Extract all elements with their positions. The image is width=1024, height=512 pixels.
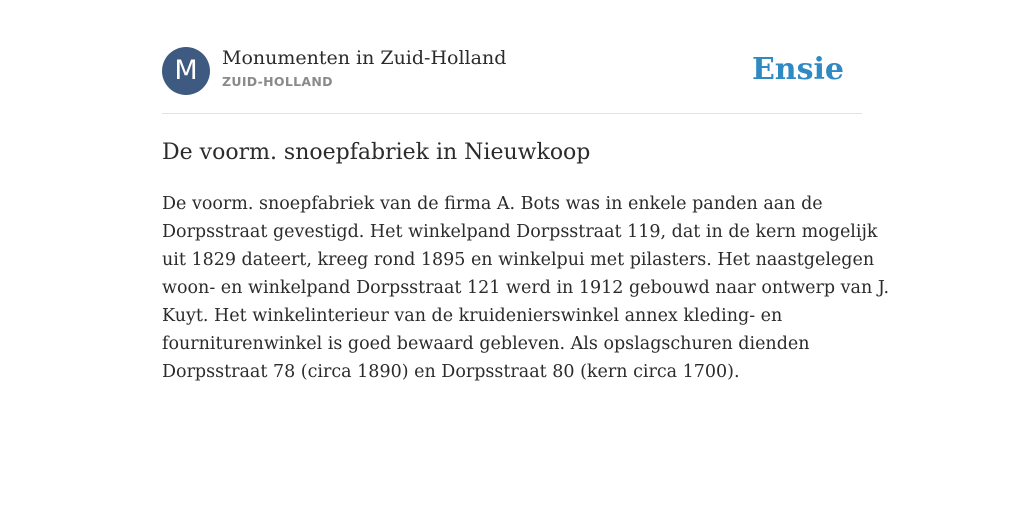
source-subtitle: ZUID-HOLLAND [222, 74, 333, 89]
body-line: Dorpsstraat 78 (circa 1890) en Dorpsstraat 80 (kern circa 1700). [162, 362, 740, 382]
article-title: De voorm. snoepfabriek in Nieuwkoop [162, 140, 591, 165]
body-line: uit 1829 dateert, kreeg rond 1895 en winkelpui met pilasters. Het naastgelegen [162, 250, 875, 270]
source-header [162, 46, 862, 96]
body-line: Dorpsstraat gevestigd. Het winkelpand Dorpsstraat 119, dat in de kern mogelijk [162, 222, 878, 242]
article-body [162, 190, 890, 386]
body-line: woon- en winkelpand Dorpsstraat 121 werd in 1912 gebouwd naar ontwerp van J. [162, 278, 890, 298]
source-avatar[interactable]: M [162, 47, 210, 95]
source-name-link[interactable]: Monumenten in Zuid-Holland [222, 47, 507, 69]
body-line: Kuyt. Het winkelinterieur van de kruidenierswinkel annex kleding- en [162, 306, 783, 326]
ensie-logo[interactable]: Ensie [751, 52, 844, 87]
body-line: fourniturenwinkel is goed bewaard gebleven. Als opslagschuren dienden [162, 334, 810, 354]
body-line: De voorm. snoepfabriek van de firma A. Bots was in enkele panden aan de [162, 194, 823, 214]
header-divider [162, 113, 862, 114]
